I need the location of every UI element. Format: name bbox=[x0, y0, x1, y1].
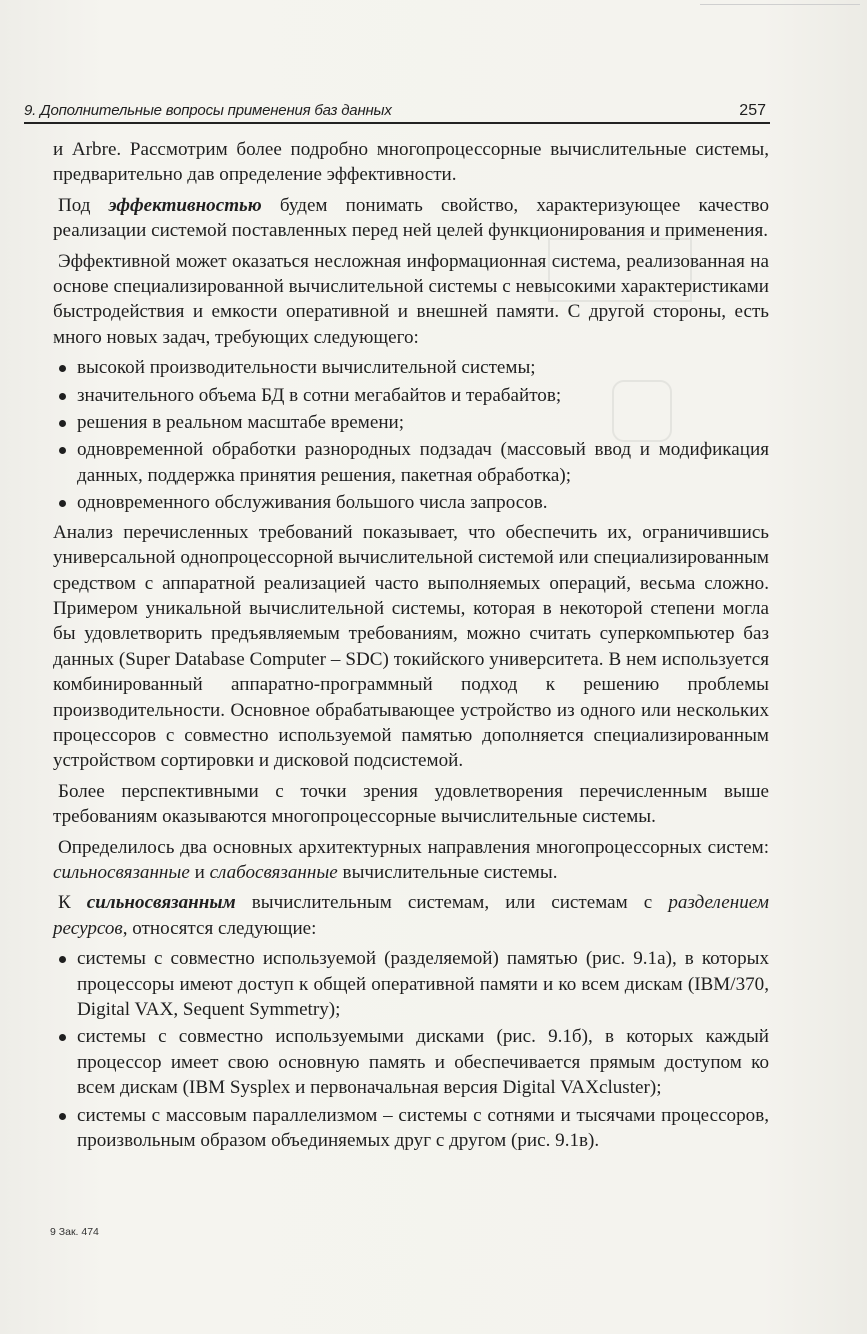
list-item: одновременного обслуживания большого числа запросов. bbox=[53, 490, 769, 515]
paragraph bbox=[53, 193, 769, 244]
text-run: будем понимать свойство, характеризующее качество реализации системой поставленных перед ней целей функционирования и применения. bbox=[53, 194, 769, 242]
text-run: Под bbox=[58, 194, 109, 216]
text-run: , относятся следующие: bbox=[122, 917, 317, 939]
list-item: высокой производительности вычислительной системы; bbox=[53, 355, 769, 380]
text-run: Определилось два основных архитектурных направления многопроцессорных систем: bbox=[58, 836, 769, 858]
paragraph: и Arbre. Рассмотрим более подробно многопроцессорные вычислительные системы, предварительно дав определение эффективности. bbox=[53, 139, 769, 186]
list-item: одновременной обработки разнородных подзадач (массовый ввод и модификация данных, поддержка принятия решения, пакетная обработка); bbox=[53, 437, 769, 488]
printer-signature: 9 Зак. 474 bbox=[50, 1226, 99, 1238]
architecture-list bbox=[53, 946, 769, 1153]
scan-edge-line bbox=[700, 4, 860, 5]
page-number: 257 bbox=[739, 102, 766, 119]
term-italic: сильносвязанные bbox=[53, 861, 190, 883]
term-emphasis: сильносвязанным bbox=[86, 892, 236, 914]
page-header bbox=[24, 100, 770, 124]
term-italic: разделением ресурсов bbox=[53, 892, 769, 939]
list-item: решения в реальном масштабе времени; bbox=[53, 410, 769, 435]
running-head: 9. Дополнительные вопросы применения баз данных bbox=[24, 102, 392, 119]
list-item: системы с совместно используемыми дисками (рис. 9.1б), в которых каждый процессор имеет свою основную память и обеспечивается прямым доступом ко всем дискам (IBM Sysplex и первоначальная версия Digital VAXcluster); bbox=[53, 1024, 769, 1100]
paragraph bbox=[53, 835, 769, 886]
list-item: системы с совместно используемой (разделяемой) памятью (рис. 9.1а), в которых процессоры имеют доступ к общей оперативной памяти и ко всем дискам (IBM/370, Digital VAX, Sequent Symmetry); bbox=[53, 946, 769, 1022]
text-run: вычислительным системам, или системам с bbox=[235, 892, 669, 914]
body-text bbox=[53, 137, 769, 1157]
paragraph bbox=[53, 890, 769, 941]
requirements-list bbox=[53, 355, 769, 515]
text-run: К bbox=[58, 892, 87, 914]
text-run: и bbox=[189, 861, 210, 883]
term-emphasis: эффективностью bbox=[108, 194, 262, 216]
list-item: системы с массовым параллелизмом – системы с сотнями и тысячами процессоров, произвольным образом объединяемых друг с другом (рис. 9.1в). bbox=[53, 1103, 769, 1154]
term-italic: слабосвязанные bbox=[209, 861, 338, 883]
paragraph: Более перспективными с точки зрения удовлетворения перечисленным выше требованиям оказываются многопроцессорные вычислительные системы. bbox=[53, 780, 769, 828]
paragraph: Эффективной может оказаться несложная информационная система, реализованная на основе специализированной вычислительной системы с невысокими характеристиками быстродействия и емкости оперативной и внешней памяти. С другой стороны, есть много новых задач, требующих следующего: bbox=[53, 250, 769, 348]
list-item: значительного объема БД в сотни мегабайтов и терабайтов; bbox=[53, 383, 769, 408]
text-run: вычислительные системы. bbox=[337, 861, 558, 883]
paragraph: Анализ перечисленных требований показывает, что обеспечить их, ограничившись универсальной однопроцессорной вычислительной системой или специализированным средством с аппаратной реализацией часто выполняемых операций, весьма сложно. Примером уникальной вычислительной системы, которая в некоторой степени могла бы удовлетворить предъявляемым требованиям, можно считать суперкомпьютер баз данных (Super Database Computer – SDC) токийского университета. В нем используется комбинированный аппаратно-программный подход к решению проблемы производительности. Основное обрабатывающее устройство из одного или нескольких процессоров с совместно используемой памятью дополняется специализированным устройством сортировки и дисковой подсистемой. bbox=[53, 521, 769, 772]
